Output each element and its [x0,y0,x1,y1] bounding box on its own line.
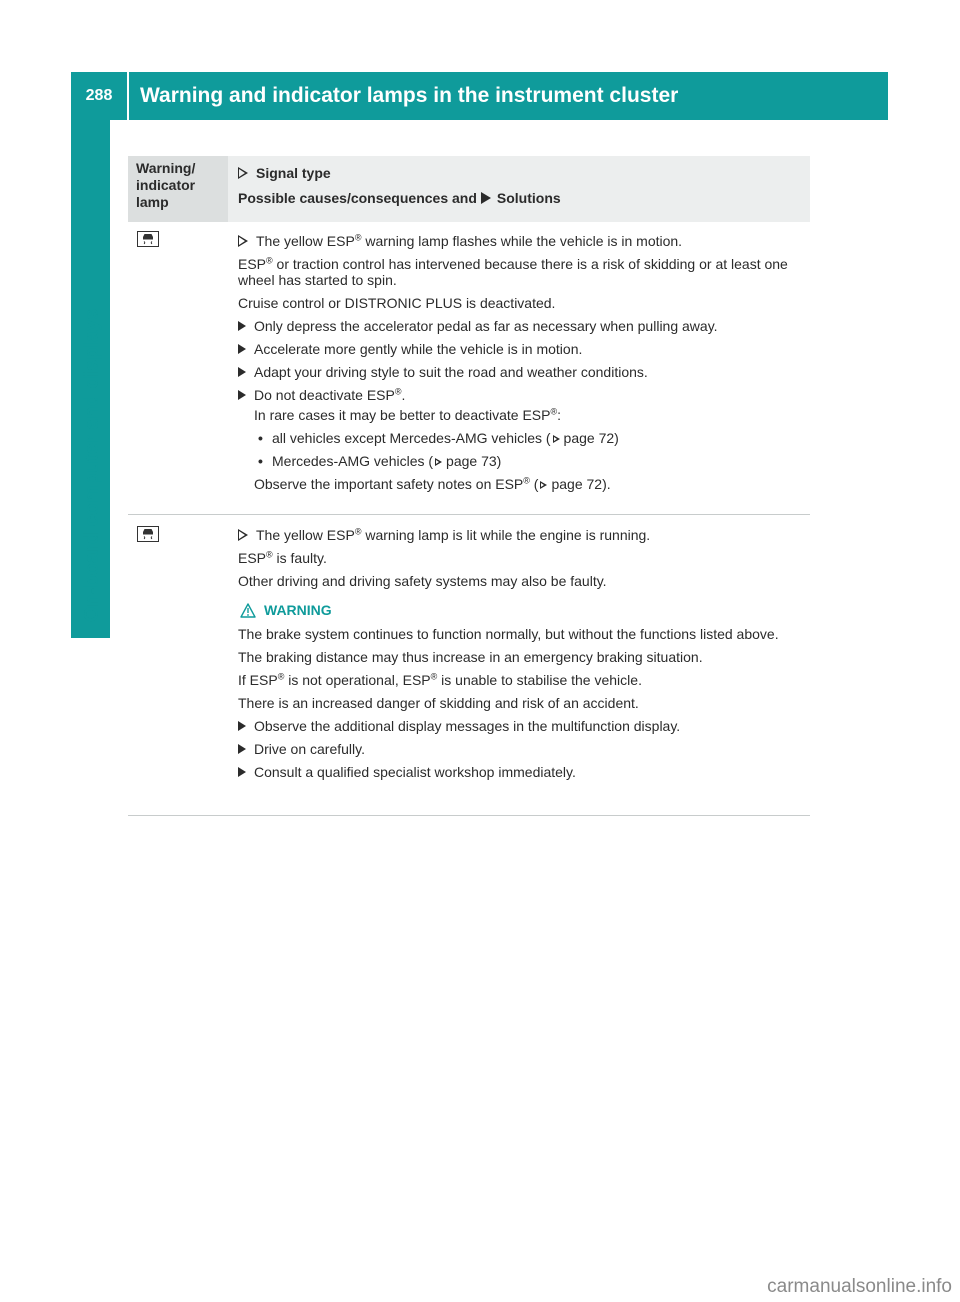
reg-mark: ® [266,255,273,266]
page-title: Warning and indicator lamps in the instrument cluster [140,84,679,107]
warning-text: There is an increased danger of skidding and risk of an accident. [238,695,639,711]
reg-mark: ® [430,671,438,682]
action-item [238,718,810,734]
action-item [238,387,810,403]
signal-type-label: Signal type [256,165,331,181]
text: If ESP [238,672,278,688]
warning-text [238,672,810,688]
page-ref-icon [540,481,547,489]
text: The yellow ESP [256,527,355,543]
row2-content [238,527,810,787]
reg-mark: ® [266,549,273,560]
warning-triangle-icon [240,603,256,618]
signal-type-icon [238,167,248,179]
text: Observe the important safety notes on ESP [254,476,524,492]
text: Do not deactivate ESP [254,387,395,403]
action-arrow-icon [238,321,246,331]
page-ref-link[interactable]: page 72) [563,430,619,446]
action-item [238,741,810,757]
action-item [238,764,810,780]
row1-content [238,233,810,499]
row-divider [128,815,810,816]
text: or traction control has intervened because there is a risk of skidding or at least one wheel has started to spin. [238,256,788,288]
text: is unable to stabilise the vehicle. [437,672,642,688]
table-header-lamp-line: lamp [136,194,169,210]
signal-icon [238,529,248,541]
observe-note [238,476,810,492]
text: The yellow ESP [256,233,355,249]
text: warning lamp flashes while the vehicle is in motion. [361,233,683,249]
text: Adapt your driving style to suit the road and weather conditions. [254,364,648,380]
warning-label: WARNING [264,602,332,618]
text: Consult a qualified specialist workshop immediately. [254,764,576,780]
table-header-description [228,156,810,222]
solutions-label: Solutions [496,190,561,206]
solutions-arrow-icon [481,192,491,204]
header-separator [127,72,129,120]
text: ( [529,476,539,492]
bullet-item [238,430,810,446]
table-header-lamp-line: indicator [136,177,196,193]
causes-label: Possible causes/consequences and [238,190,477,206]
text: Observe the additional display messages in the multifunction display. [254,718,681,734]
action-arrow-icon [238,744,246,754]
signal-icon [238,235,248,247]
text: In rare cases it may be better to deactivate ESP [254,407,551,423]
reg-mark: ® [523,475,530,486]
text: Only depress the accelerator pedal as far as necessary when pulling away. [254,318,718,334]
table-header-lamp [128,156,228,222]
text: is faulty. [272,550,327,566]
reg-mark: ® [354,232,362,243]
action-item [238,341,810,357]
esp-skid-lamp-icon [137,526,159,542]
row2-p1 [238,550,810,566]
warning-text: The braking distance may thus increase in an emergency braking situation. [238,649,703,665]
text: is not operational, ESP [284,672,431,688]
table-header-lamp-line: Warning/ [136,160,196,176]
watermark: carmanualsonline.info [767,1276,952,1297]
page-ref-link[interactable]: page 72). [551,476,611,492]
page-ref-link[interactable]: page 73) [446,453,502,469]
reg-mark: ® [394,386,402,397]
action-arrow-icon [238,344,246,354]
text: : [557,407,562,423]
text: all vehicles except Mercedes-AMG vehicles ( [272,430,551,446]
reg-mark: ® [550,406,558,417]
action-arrow-icon [238,367,246,377]
row-divider [128,514,810,515]
action-item [238,318,810,334]
page-number: 288 [85,87,113,104]
text: Drive on carefully. [254,741,366,757]
text: ESP [238,256,267,272]
text: warning lamp is lit while the engine is running. [361,527,651,543]
row1-signal [238,233,810,249]
bullet-item [238,453,810,469]
warning-text: The brake system continues to function normally, but without the functions listed above. [238,626,779,642]
esp-skid-lamp-icon [137,231,159,247]
reg-mark: ® [354,526,362,537]
reg-mark: ® [277,671,285,682]
row1-p2: Cruise control or DISTRONIC PLUS is deactivated. [238,295,556,311]
row2-signal [238,527,810,543]
page-ref-icon [553,435,560,443]
action-arrow-icon [238,767,246,777]
page-ref-icon [435,458,442,466]
text: Accelerate more gently while the vehicle is in motion. [254,341,583,357]
text: Mercedes-AMG vehicles ( [272,453,434,469]
action-item [238,364,810,380]
action-arrow-icon [238,390,246,400]
text: . [401,387,406,403]
row1-p1 [238,256,810,288]
row2-p2: Other driving and driving safety systems may also be faulty. [238,573,607,589]
action-arrow-icon [238,721,246,731]
rare-cases-note [238,407,810,423]
warning-heading [240,602,810,618]
text: ESP [238,550,267,566]
